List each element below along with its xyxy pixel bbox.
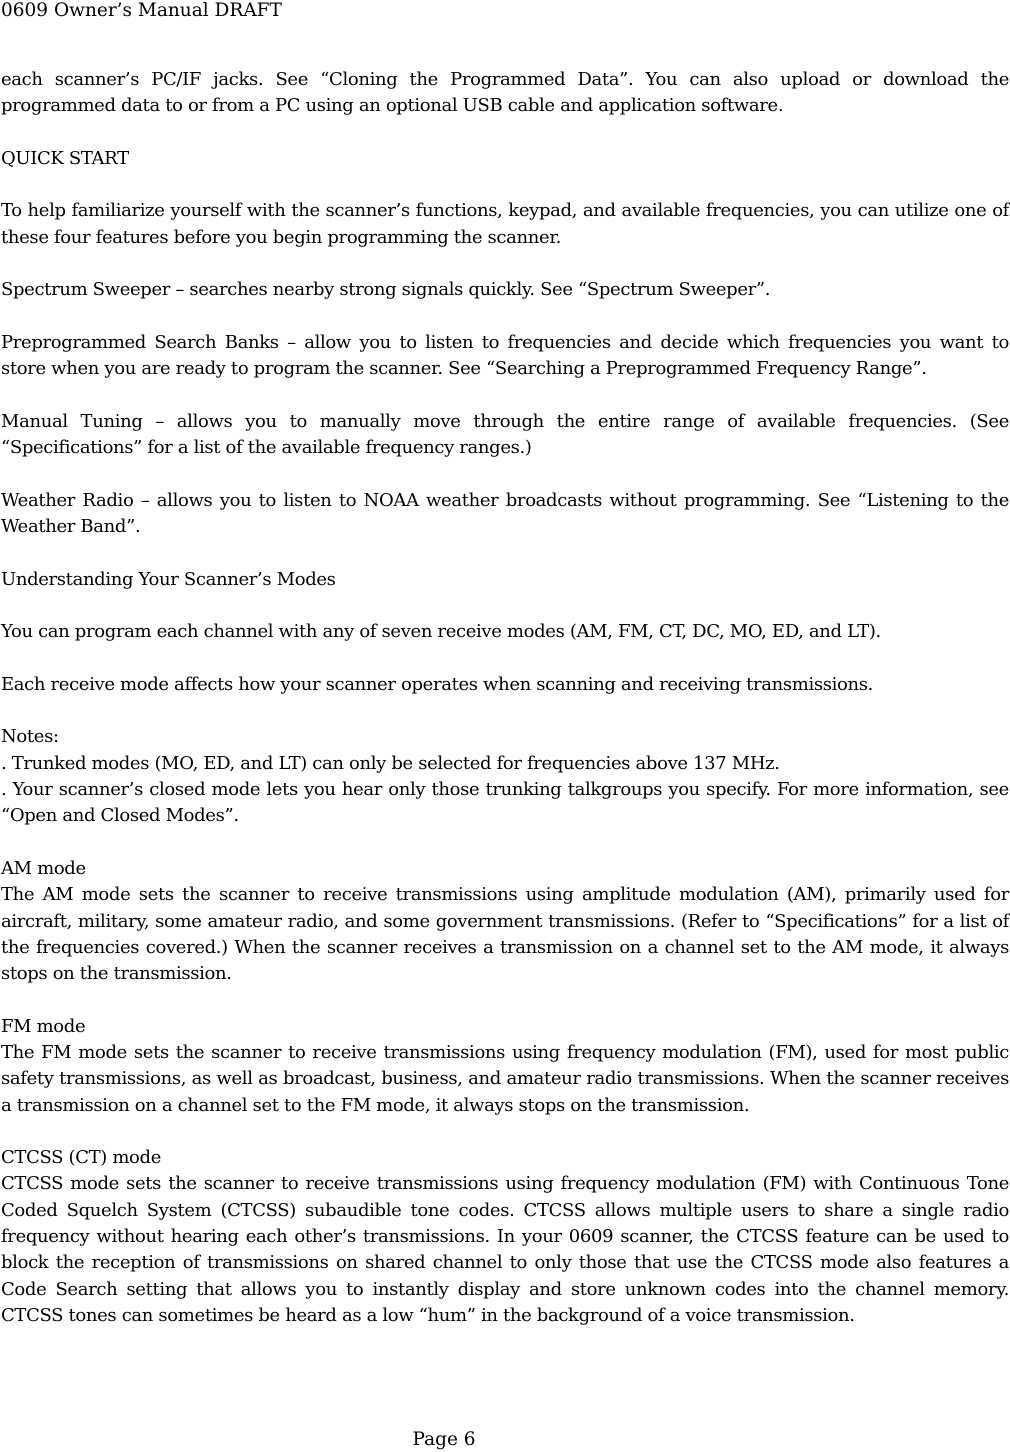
ctcss-mode-heading: CTCSS (CT) mode	[1, 1147, 161, 1169]
fm-mode-text: The FM mode sets the scanner to receive transmissions using frequency modulation (FM), used for most public safety transmissions, as well as broadcast, business, and amateur radio transmissions. When the scanner receives a transmission on a channel set to the FM mode, it always stops on the transmission.	[1, 1041, 1009, 1116]
am-mode-section	[1, 856, 1009, 987]
paragraph-weather-radio: Weather Radio – allows you to listen to NOAA weather broadcasts without programming. See “Listening to the Weather Band”.	[1, 489, 1009, 538]
document-body	[1, 67, 1009, 1329]
ctcss-mode-text: CTCSS mode sets the scanner to receive transmissions using frequency modulation (FM) with Continuous Tone Coded Squelch System (CTCSS) subaudible tone codes. CTCSS allows multiple users to share a single radio frequency without hearing each other’s transmissions. In your 0609 scanner, the CTCSS feature can be used to block the reception of transmissions on shared channel to only those that use the CTCSS mode also features a Code Search setting that allows you to instantly display and store unknown codes into the channel memory. CTCSS tones can sometimes be heard as a low “hum” in the background of a voice transmission.	[1, 1173, 1009, 1326]
note-item: . Your scanner’s closed mode lets you hear only those trunking talkgroups you specify. For more information, see “Open and Closed Modes”.	[1, 779, 1009, 827]
note-item: . Trunked modes (MO, ED, and LT) can only be selected for frequencies above 137 MHz.	[1, 752, 780, 774]
section-heading-quick-start: QUICK START	[1, 147, 129, 169]
fm-mode-section	[1, 1014, 1009, 1119]
paragraph-preprogrammed-search: Preprogrammed Search Banks – allow you to listen to frequencies and decide which frequencies you want to store when you are ready to program the scanner. See “Searching a Preprogrammed Frequency Range”.	[1, 331, 1009, 380]
section-heading-modes: Understanding Your Scanner’s Modes	[1, 568, 336, 590]
notes-block	[1, 724, 1009, 829]
fm-mode-heading: FM mode	[1, 1015, 86, 1037]
am-mode-text: The AM mode sets the scanner to receive transmissions using amplitude modulation (AM), primarily used for aircraft, military, some amateur radio, and some government transmissions. (Refer to “Specifications” for a list of the frequencies covered.) When the scanner receives a transmission on a channel set to the AM mode, it always stops on the transmission.	[1, 884, 1009, 985]
page-header: 0609 Owner’s Manual DRAFT	[1, 0, 282, 21]
am-mode-heading: AM mode	[1, 857, 86, 879]
paragraph-receive-modes: You can program each channel with any of seven receive modes (AM, FM, CT, DC, MO, ED, and LT).	[1, 621, 881, 643]
paragraph-spectrum-sweeper: Spectrum Sweeper – searches nearby strong signals quickly. See “Spectrum Sweeper”.	[1, 279, 771, 301]
notes-heading: Notes:	[1, 726, 59, 748]
ctcss-mode-section	[1, 1145, 1009, 1329]
paragraph-cloning: each scanner’s PC/IF jacks. See “Cloning the Programmed Data”. You can also upload or download the programmed data to or from a PC using an optional USB cable and application software.	[1, 69, 1009, 117]
paragraph-manual-tuning: Manual Tuning – allows you to manually move through the entire range of available frequencies. (See “Specifications” for a list of the available frequency ranges.)	[1, 410, 1009, 459]
paragraph-quick-start-intro: To help familiarize yourself with the scanner’s functions, keypad, and available frequencies, you can utilize one of these four features before you begin programming the scanner.	[1, 200, 1009, 248]
paragraph-mode-effects: Each receive mode affects how your scanner operates when scanning and receiving transmissions.	[1, 673, 874, 695]
page-number: Page 6	[412, 1429, 476, 1450]
